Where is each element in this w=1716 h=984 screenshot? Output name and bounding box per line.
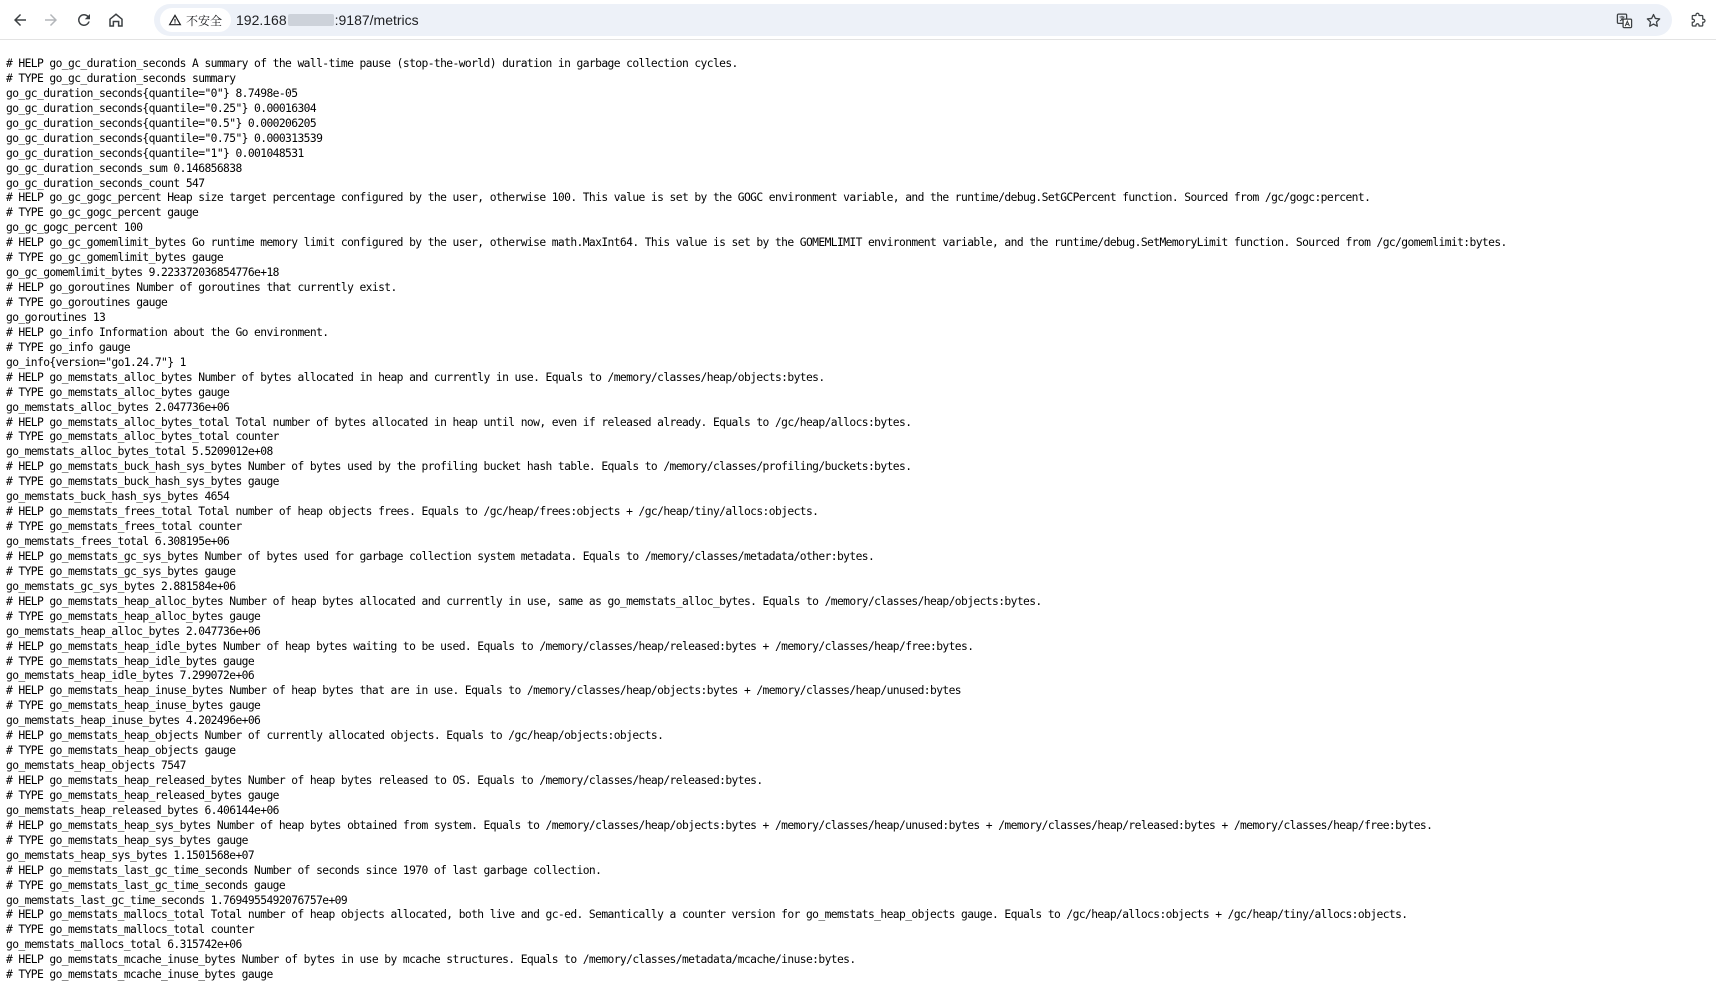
reload-button[interactable] — [71, 7, 97, 33]
metric-comment-line: # TYPE go_memstats_heap_objects gauge — [6, 744, 236, 758]
metric-value-line: go_memstats_alloc_bytes 2.047736e+06 — [6, 400, 230, 414]
metric-comment-line: # HELP go_memstats_gc_sys_bytes Number of bytes used for garbage collection system metadata. Equals to /memory/classes/metadata/other:bytes. — [6, 549, 875, 563]
metric-value-line: go_info{version="go1.24.7"} 1 — [6, 355, 186, 369]
metric-comment-line: # TYPE go_memstats_heap_inuse_bytes gauge — [6, 699, 261, 713]
metric-comment-line: # TYPE go_memstats_last_gc_time_seconds gauge — [6, 878, 286, 892]
metric-value-line: go_memstats_gc_sys_bytes 2.881584e+06 — [6, 579, 236, 593]
metric-comment-line: # HELP go_memstats_buck_hash_sys_bytes Number of bytes used by the profiling bucket hash table. Equals to /memory/classes/profiling/buckets:bytes. — [6, 460, 912, 474]
metric-comment-line: # HELP go_memstats_heap_idle_bytes Number of heap bytes waiting to be used. Equals to /memory/classes/heap/released:bytes + /memory/classes/heap/free:bytes. — [6, 639, 974, 653]
arrow-left-icon — [11, 11, 29, 29]
metric-comment-line: # HELP go_goroutines Number of goroutines that currently exist. — [6, 281, 397, 295]
metric-comment-line: # HELP go_memstats_alloc_bytes Number of bytes allocated in heap and currently in use. Equals to /memory/classes/heap/objects:bytes. — [6, 370, 825, 384]
url-host-prefix: 192.168 — [236, 12, 287, 28]
metric-comment-line: # TYPE go_memstats_alloc_bytes_total counter — [6, 430, 279, 444]
metric-comment-line: # HELP go_memstats_heap_alloc_bytes Number of heap bytes allocated and currently in use, same as go_memstats_alloc_bytes. Equals to /memory/classes/heap/objects:bytes. — [6, 594, 1042, 608]
arrow-right-icon — [42, 11, 60, 29]
metric-comment-line: # HELP go_memstats_alloc_bytes_total Total number of bytes allocated in heap until now, even if released already. Equals to /gc/heap/allocs:bytes. — [6, 415, 912, 429]
metric-value-line: go_gc_gogc_percent 100 — [6, 221, 143, 235]
security-label: 不安全 — [186, 13, 223, 28]
metric-value-line: go_gc_duration_seconds{quantile="0.75"} 0.000313539 — [6, 131, 323, 145]
metric-comment-line: # TYPE go_memstats_frees_total counter — [6, 520, 242, 534]
extensions-button[interactable] — [1688, 9, 1710, 31]
metric-comment-line: # HELP go_info Information about the Go environment. — [6, 325, 329, 339]
metric-comment-line: # TYPE go_memstats_alloc_bytes gauge — [6, 385, 230, 399]
metric-comment-line: # HELP go_gc_duration_seconds A summary of the wall-time pause (stop-the-world) duration in garbage collection cycles. — [6, 57, 738, 70]
forward-button[interactable] — [38, 7, 64, 33]
metric-comment-line: # TYPE go_memstats_buck_hash_sys_bytes gauge — [6, 475, 279, 489]
metric-comment-line: # HELP go_memstats_mallocs_total Total number of heap objects allocated, both live and gc-ed. Semantically a counter version for go_memstats_heap_objects gauge. Equals to /gc/heap/allocs:objects + /gc/heap/tiny/allocs:objects. — [6, 908, 1408, 922]
metric-comment-line: # TYPE go_info gauge — [6, 340, 131, 354]
metric-value-line: go_memstats_buck_hash_sys_bytes 4654 — [6, 490, 230, 504]
reload-icon — [75, 11, 93, 29]
metric-comment-line: # TYPE go_gc_gomemlimit_bytes gauge — [6, 251, 224, 265]
warning-triangle-icon — [168, 13, 182, 27]
metric-comment-line: # HELP go_memstats_last_gc_time_seconds Number of seconds since 1970 of last garbage collection. — [6, 863, 602, 877]
metric-value-line: go_memstats_heap_released_bytes 6.406144e+06 — [6, 803, 279, 817]
url-port-path: :9187/metrics — [334, 12, 419, 28]
bookmark-button[interactable] — [1643, 10, 1663, 30]
metric-value-line: go_memstats_alloc_bytes_total 5.5209012e+08 — [6, 445, 273, 459]
metric-value-line: go_memstats_heap_alloc_bytes 2.047736e+06 — [6, 624, 261, 638]
metric-comment-line: # TYPE go_memstats_mallocs_total counter — [6, 923, 255, 937]
metric-value-line: go_gc_duration_seconds_sum 0.146856838 — [6, 161, 242, 175]
metric-comment-line: # TYPE go_memstats_heap_sys_bytes gauge — [6, 833, 248, 847]
metric-comment-line: # TYPE go_memstats_heap_alloc_bytes gauge — [6, 609, 261, 623]
metric-value-line: go_gc_duration_seconds{quantile="0.5"} 0.000206205 — [6, 116, 317, 130]
metric-value-line: go_memstats_heap_inuse_bytes 4.202496e+06 — [6, 714, 261, 728]
metric-comment-line: # HELP go_memstats_heap_sys_bytes Number of heap bytes obtained from system. Equals to /memory/classes/heap/objects:bytes + /memory/classes/heap/unused:bytes + /memory/classes/heap/released:bytes + /memory/classes/heap/free:bytes. — [6, 818, 1433, 832]
metric-value-line: go_gc_duration_seconds{quantile="0"} 8.7498e-05 — [6, 86, 298, 100]
metric-value-line: go_gc_duration_seconds_count 547 — [6, 176, 205, 190]
url-text[interactable] — [236, 4, 419, 36]
metric-value-line: go_gc_duration_seconds{quantile="0.25"} 0.00016304 — [6, 101, 317, 115]
address-bar[interactable] — [154, 4, 1672, 36]
metric-value-line: go_gc_duration_seconds{quantile="1"} 0.001048531 — [6, 146, 304, 160]
star-icon — [1645, 12, 1662, 29]
extensions-icon — [1690, 11, 1708, 29]
metric-value-line: go_memstats_heap_sys_bytes 1.1501568e+07 — [6, 848, 255, 862]
metric-comment-line: # TYPE go_memstats_heap_released_bytes gauge — [6, 788, 279, 802]
translate-icon — [1616, 12, 1633, 29]
metric-comment-line: # HELP go_memstats_heap_inuse_bytes Number of heap bytes that are in use. Equals to /memory/classes/heap/objects:bytes + /memory/classes/heap/unused:bytes — [6, 684, 962, 698]
metric-comment-line: # TYPE go_memstats_heap_idle_bytes gauge — [6, 654, 255, 668]
translate-button[interactable] — [1614, 10, 1634, 30]
metric-comment-line: # HELP go_memstats_mcache_inuse_bytes Number of bytes in use by mcache structures. Equals to /memory/classes/metadata/mcache/inuse:bytes. — [6, 953, 856, 967]
metric-comment-line: # HELP go_memstats_heap_released_bytes Number of heap bytes released to OS. Equals to /memory/classes/heap/released:bytes. — [6, 774, 763, 787]
metric-comment-line: # TYPE go_goroutines gauge — [6, 296, 168, 309]
metric-comment-line: # HELP go_memstats_heap_objects Number of currently allocated objects. Equals to /gc/heap/objects:objects. — [6, 729, 664, 743]
metric-value-line: go_memstats_mallocs_total 6.315742e+06 — [6, 938, 242, 952]
security-indicator[interactable] — [160, 8, 231, 32]
metric-value-line: go_memstats_heap_idle_bytes 7.299072e+06 — [6, 669, 255, 683]
metric-value-line: go_goroutines 13 — [6, 310, 106, 324]
metric-comment-line: # HELP go_memstats_frees_total Total number of heap objects frees. Equals to /gc/heap/frees:objects + /gc/heap/tiny/allocs:objects. — [6, 505, 819, 519]
metric-comment-line: # TYPE go_gc_duration_seconds summary — [6, 71, 236, 85]
url-redaction-mask — [288, 14, 334, 26]
metric-comment-line: # HELP go_gc_gomemlimit_bytes Go runtime memory limit configured by the user, otherwise math.MaxInt64. This value is set by the GOMEMLIMIT environment variable, and the runtime/debug.SetMemoryLimit function. Sourced from /gc/gomemlimit:bytes. — [6, 236, 1507, 250]
metric-comment-line: # TYPE go_memstats_gc_sys_bytes gauge — [6, 564, 236, 578]
metric-value-line: go_memstats_frees_total 6.308195e+06 — [6, 535, 230, 548]
metric-comment-line: # TYPE go_memstats_mcache_inuse_bytes gauge — [6, 968, 273, 982]
page-content — [0, 40, 1716, 984]
metric-value-line: go_memstats_last_gc_time_seconds 1.7694955492076757e+09 — [6, 893, 348, 907]
metric-value-line: go_gc_gomemlimit_bytes 9.223372036854776e+18 — [6, 266, 279, 280]
browser-toolbar — [0, 0, 1716, 40]
metric-value-line: go_memstats_heap_objects 7547 — [6, 759, 186, 773]
back-button[interactable] — [7, 7, 33, 33]
metrics-plaintext — [0, 40, 1716, 983]
home-button[interactable] — [103, 7, 129, 33]
home-icon — [107, 11, 125, 29]
metric-comment-line: # TYPE go_gc_gogc_percent gauge — [6, 206, 199, 220]
metric-comment-line: # HELP go_gc_gogc_percent Heap size target percentage configured by the user, otherwise 100. This value is set by the GOGC environment variable, and the runtime/debug.SetGCPercent function. Sourced from /gc/gogc:percent. — [6, 191, 1371, 205]
